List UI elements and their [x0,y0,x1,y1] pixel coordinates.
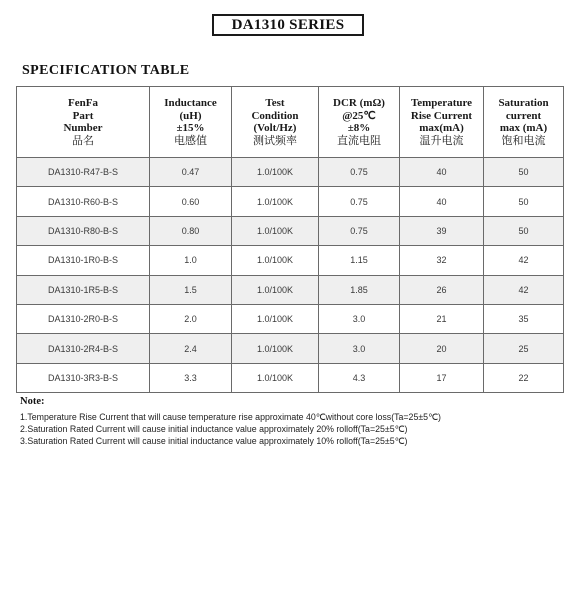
table-row [17,334,564,363]
cell-dcr: 0.75 [319,158,400,187]
cell-inductance: 0.60 [150,187,232,216]
cell-saturation-current: 35 [484,304,564,333]
cell-temp-rise-current: 39 [400,216,484,245]
cell-test-condition: 1.0/100K [232,158,319,187]
cell-test-condition: 1.0/100K [232,304,319,333]
cell-inductance: 0.80 [150,216,232,245]
header-line-cn: 温升电流 [419,134,464,147]
cell-dcr: 1.15 [319,246,400,275]
cell-part-number: DA1310-R80-B-S [17,216,150,245]
cell-temp-rise-current: 20 [400,334,484,363]
cell-dcr: 4.3 [319,363,400,392]
table-row [17,246,564,275]
cell-dcr: 0.75 [319,216,400,245]
cell-temp-rise-current: 40 [400,158,484,187]
cell-test-condition: 1.0/100K [232,334,319,363]
table-row [17,363,564,392]
header-inductance [150,87,232,158]
header-line: Condition [251,109,299,122]
header-saturation-current [484,87,564,158]
header-line-cn: 直流电阻 [337,134,381,147]
header-line: Part [72,109,94,122]
header-line: (Volt/Hz) [253,122,297,134]
cell-test-condition: 1.0/100K [232,216,319,245]
header-dcr [319,87,400,158]
cell-temp-rise-current: 21 [400,304,484,333]
cell-part-number: DA1310-2R4-B-S [17,334,150,363]
header-line: max (mA) [499,122,548,134]
spec-table-heading: SPECIFICATION TABLE [22,63,190,78]
header-line-cn: 品名 [72,134,94,147]
table-row [17,187,564,216]
header-line-cn: 电感值 [174,134,207,147]
cell-temp-rise-current: 32 [400,246,484,275]
table-row [17,275,564,304]
table-row [17,158,564,187]
cell-saturation-current: 22 [484,363,564,392]
cell-dcr: 3.0 [319,334,400,363]
header-line: Saturation [498,97,549,109]
header-line: Rise Current [410,109,473,122]
cell-test-condition: 1.0/100K [232,187,319,216]
header-line-cn: 饱和电流 [501,134,546,147]
cell-inductance: 1.0 [150,246,232,275]
cell-saturation-current: 25 [484,334,564,363]
note-item: 3.Saturation Rated Current will cause initial inductance value approximately 10% rolloff(Ta=25±5℃) [20,435,408,446]
header-line: Number [63,122,103,134]
note-item: 2.Saturation Rated Current will cause initial inductance value approximately 20% rolloff(Ta=25±5℃) [20,423,408,434]
table-row [17,304,564,333]
cell-test-condition: 1.0/100K [232,246,319,275]
cell-inductance: 2.0 [150,304,232,333]
cell-inductance: 0.47 [150,158,232,187]
table-body [17,158,564,393]
header-line: current [505,109,542,122]
cell-saturation-current: 50 [484,158,564,187]
cell-saturation-current: 50 [484,216,564,245]
cell-part-number: DA1310-1R0-B-S [17,246,150,275]
cell-inductance: 2.4 [150,334,232,363]
notes-title: Note: [20,396,45,407]
cell-saturation-current: 42 [484,246,564,275]
cell-part-number: DA1310-2R0-B-S [17,304,150,333]
header-line: ±15% [176,122,205,134]
cell-temp-rise-current: 40 [400,187,484,216]
header-line: Inductance [164,97,217,109]
cell-temp-rise-current: 17 [400,363,484,392]
header-line: max(mA) [419,122,464,134]
cell-dcr: 1.85 [319,275,400,304]
series-title: DA1310 SERIES [231,16,345,33]
header-line: DCR (mΩ) [333,97,385,109]
header-test-condition [232,87,319,158]
cell-saturation-current: 50 [484,187,564,216]
header-line: Test [265,97,285,109]
header-row [17,87,564,158]
cell-part-number: DA1310-R47-B-S [17,158,150,187]
table-header [17,87,564,158]
header-line: (uH) [179,109,202,122]
series-title-box [212,14,364,36]
cell-inductance: 1.5 [150,275,232,304]
table-row [17,216,564,245]
cell-inductance: 3.3 [150,363,232,392]
note-item: 1.Temperature Rise Current that will cause temperature rise approximate 40℃without core loss(Ta=25±5℃) [20,412,441,422]
specification-table [16,86,564,393]
cell-dcr: 0.75 [319,187,400,216]
header-line: Temperature [410,97,473,109]
cell-part-number: DA1310-3R3-B-S [17,363,150,392]
cell-test-condition: 1.0/100K [232,363,319,392]
header-part-number [17,87,150,158]
cell-dcr: 3.0 [319,304,400,333]
header-line: ±8% [347,122,371,134]
header-line: @25℃ [342,109,376,122]
header-line-cn: 测试频率 [253,134,297,147]
cell-part-number: DA1310-R60-B-S [17,187,150,216]
cell-saturation-current: 42 [484,275,564,304]
cell-temp-rise-current: 26 [400,275,484,304]
header-temperature-rise-current [400,87,484,158]
cell-test-condition: 1.0/100K [232,275,319,304]
header-line: FenFa [68,97,98,109]
notes-list [20,412,441,447]
cell-part-number: DA1310-1R5-B-S [17,275,150,304]
